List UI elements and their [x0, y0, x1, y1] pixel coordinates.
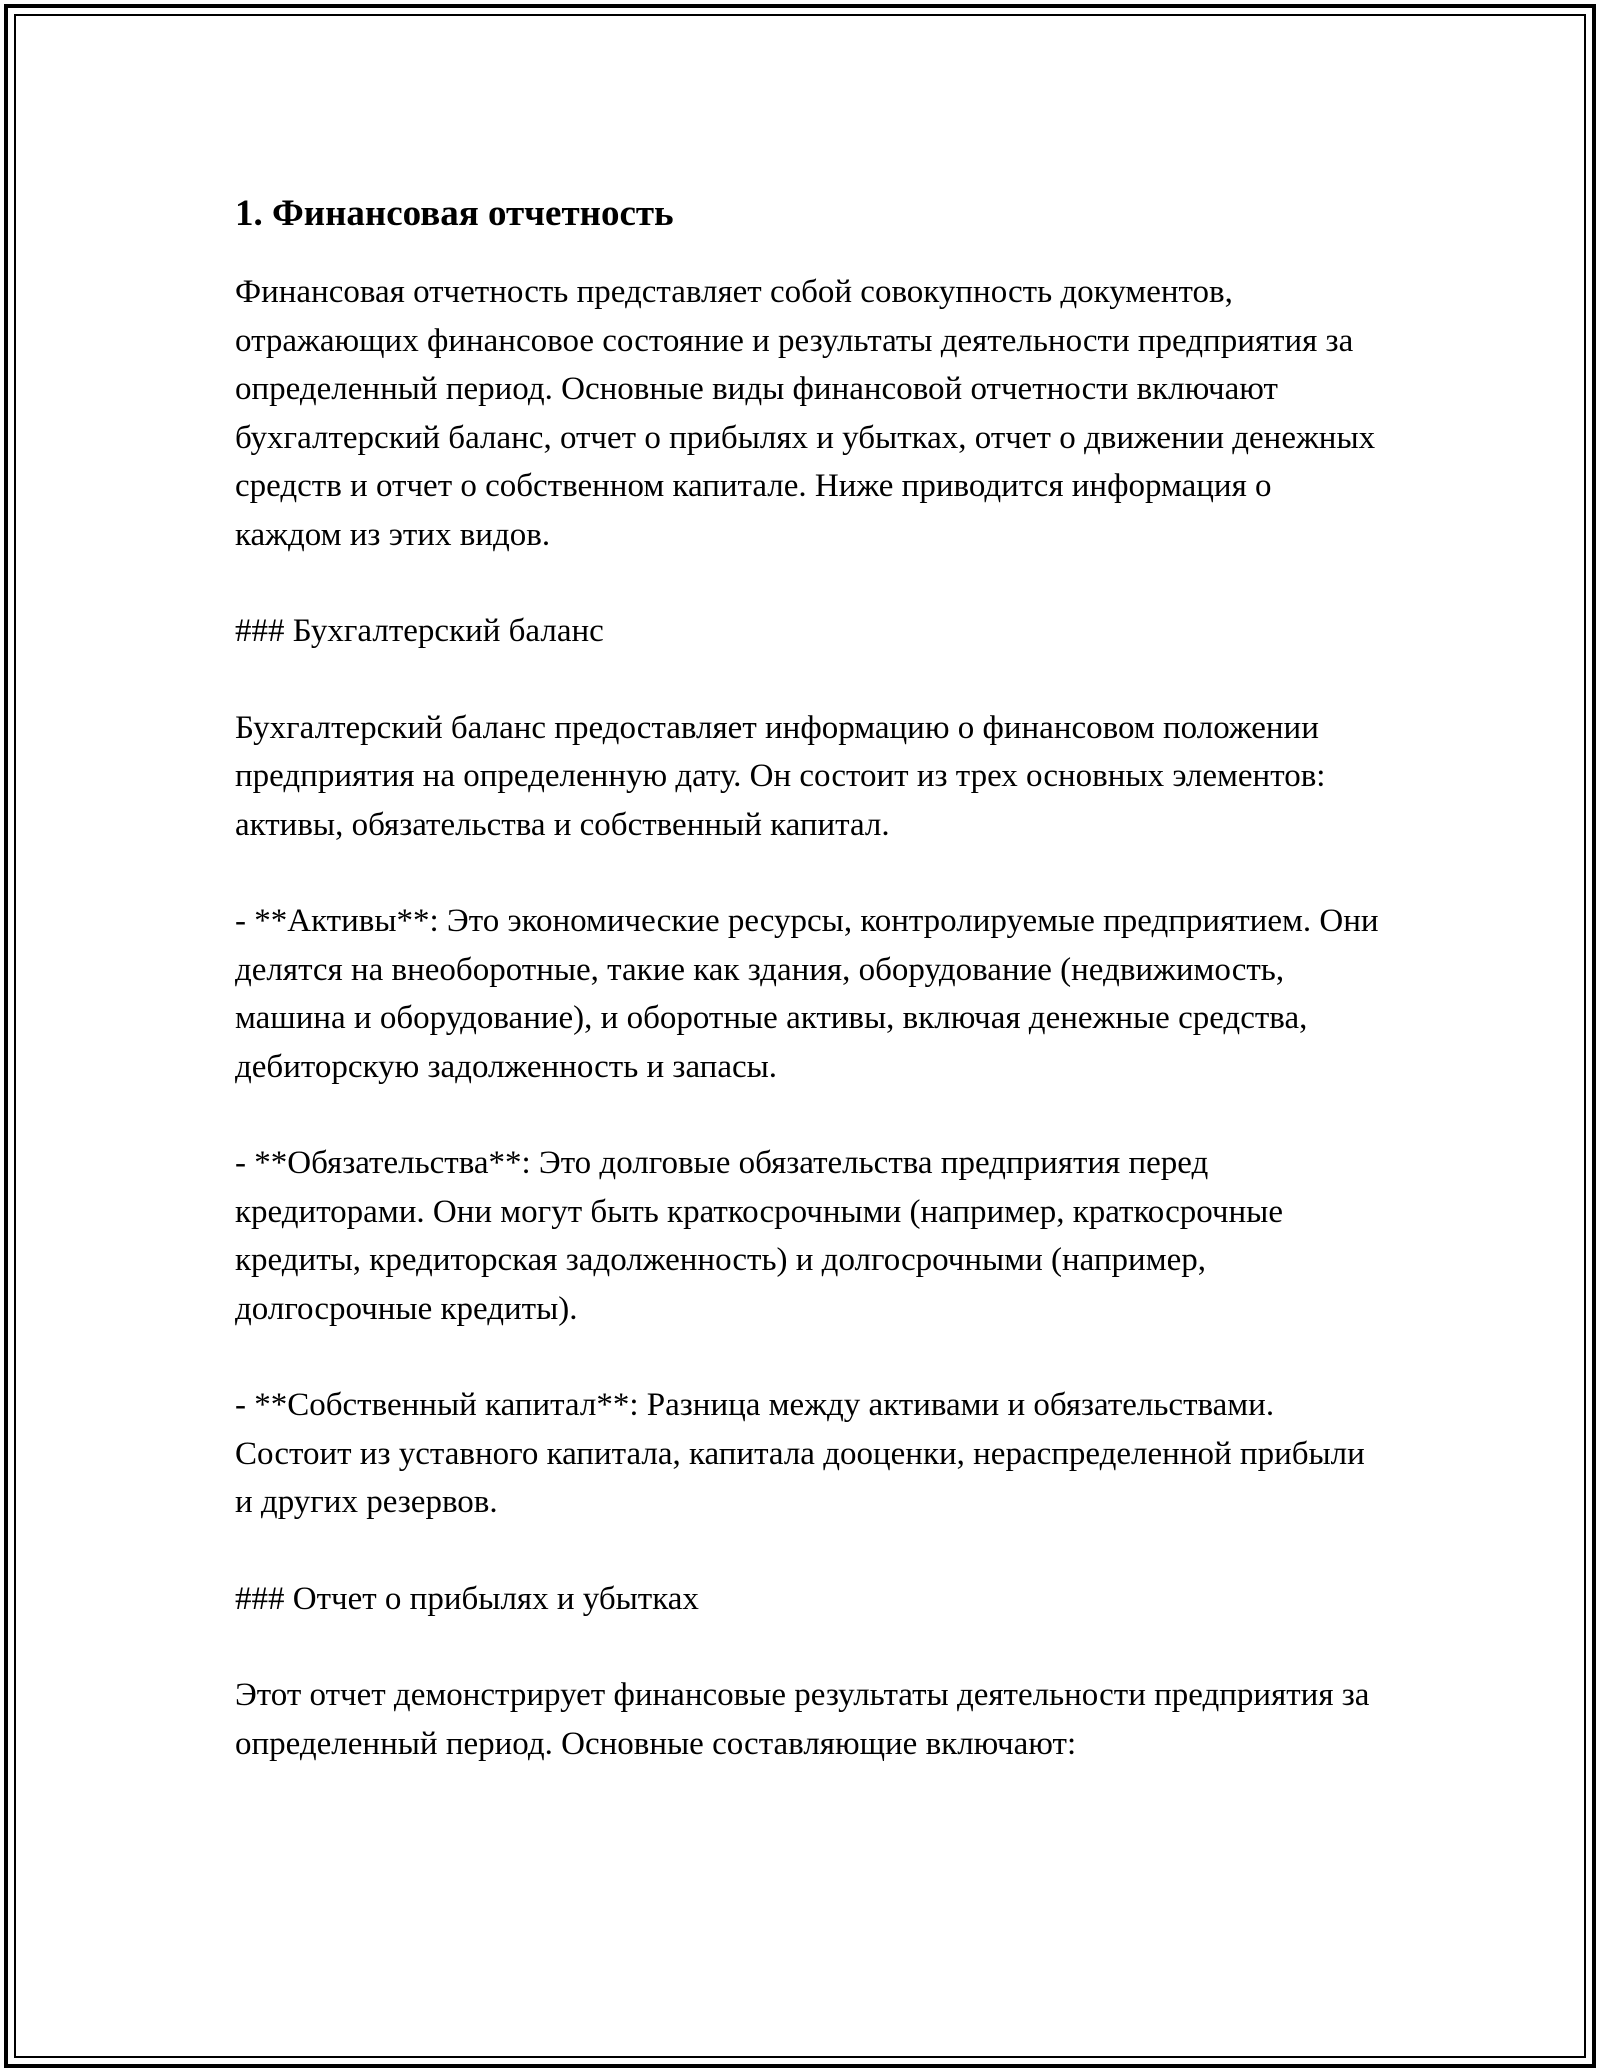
section-heading-balance-sheet: ### Бухгалтерский баланс [235, 613, 604, 649]
equity-list-item: - **Собственный капитал**: Разница между активами и обязательствами. Состоит из уставного капитала, капитала дооценки, нераспределенной прибыли и других резервов. [235, 1387, 1365, 1520]
income-statement-paragraph: Этот отчет демонстрирует финансовые результаты деятельности предприятия за определенный период. Основные составляющие включают: [235, 1677, 1370, 1762]
document-heading: 1. Финансовая отчетность [235, 193, 674, 234]
assets-list-item: - **Активы**: Это экономические ресурсы, контролируемые предприятием. Они делятся на внеоборотные, такие как здания, оборудование (недвижимость, машина и оборудование), и оборотные активы, включая денежные средства, дебиторскую задолженность и запасы. [235, 903, 1379, 1085]
liabilities-list-item: - **Обязательства**: Это долговые обязательства предприятия перед кредиторами. Они могут быть краткосрочными (например, краткосрочные кредиты, кредиторская задолженность) и долгосрочными (например, долгосрочные кредиты). [235, 1145, 1283, 1327]
section-heading-income-statement: ### Отчет о прибылях и убытках [235, 1580, 699, 1617]
document-body [235, 190, 1385, 1816]
intro-paragraph: Финансовая отчетность представляет собой совокупность документов, отражающих финансовое состояние и результаты деятельности предприятия за определенный период. Основные виды финансовой отчетности включают бухгалтерский баланс, отчет о прибылях и убытках, отчет о движении денежных средств и отчет о собственном капитале. Ниже приводится информация о каждом из этих видов. [235, 274, 1376, 553]
balance-sheet-paragraph: Бухгалтерский баланс предоставляет информацию о финансовом положении предприятия на определенную дату. Он состоит из трех основных элементов: активы, обязательства и собственный капитал. [235, 709, 1326, 843]
